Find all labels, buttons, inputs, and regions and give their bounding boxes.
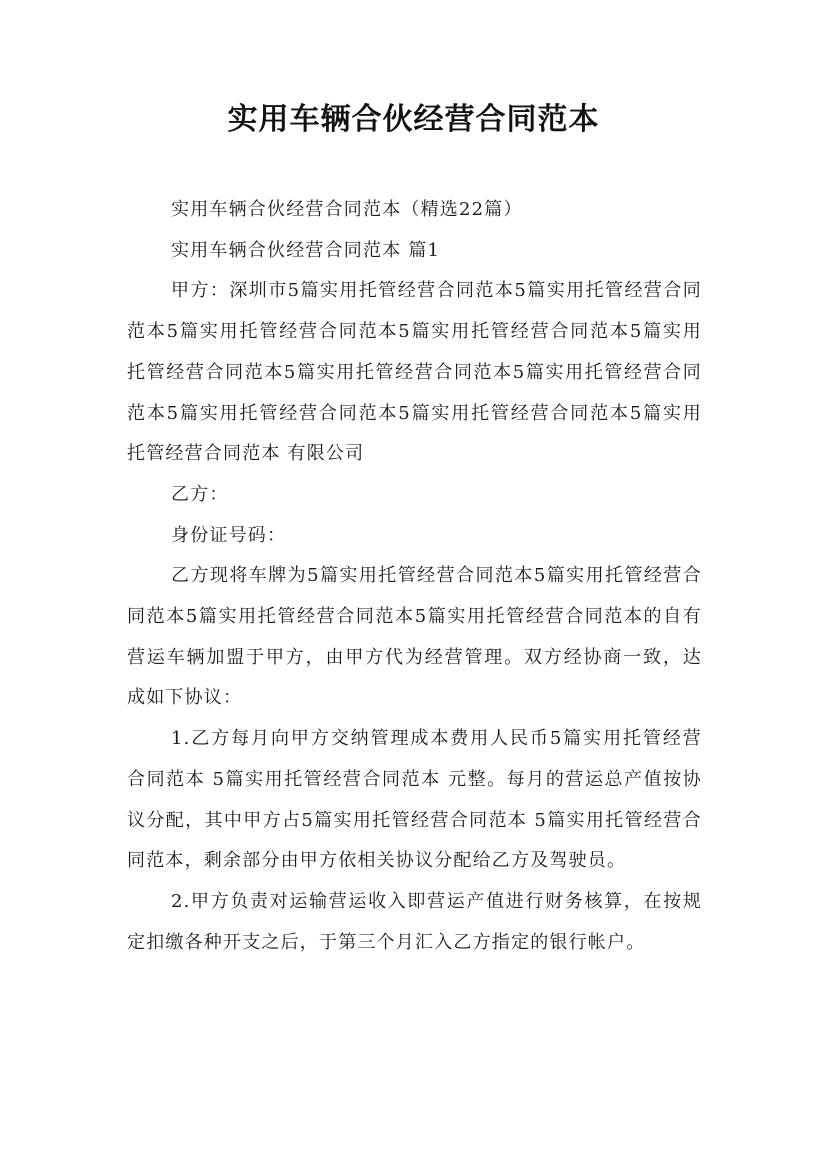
document-body [127, 190, 702, 963]
paragraph-party-a: 甲方：深圳市5篇实用托管经营合同范本5篇实用托管经营合同范本5篇实用托管经营合同范本5篇实用托管经营合同范本5篇实用托管经营合同范本5篇实用托管经营合同范本5篇实用托管经营合同范本5篇实用托管经营合同范本5篇实用托管经营合同范本5篇实用托管经营合同范本 有限公司 [127, 280, 702, 465]
paragraph-intro: 乙方现将车牌为5篇实用托管经营合同范本5篇实用托管经营合同范本5篇实用托管经营合同范本5篇实用托管经营合同范本的自有营运车辆加盟于甲方，由甲方代为经营管理。双方经协商一致，达成如下协议： [127, 565, 702, 709]
paragraph-section-heading: 实用车辆合伙经营合同范本 篇1 [171, 239, 441, 261]
paragraph-subtitle: 实用车辆合伙经营合同范本（精选22篇） [171, 199, 523, 220]
paragraph-id-number: 身份证号码： [171, 524, 287, 546]
paragraph-party-b: 乙方： [171, 483, 229, 505]
paragraph-clause-1: 1.乙方每月向甲方交纳管理成本费用人民币5篇实用托管经营合同范本 5篇实用托管经营合同范本 元整。每月的营运总产值按协议分配，其中甲方占5篇实用托管经营合同范本 5篇实用托管经营合同范本，剩余部分由甲方依相关协议分配给乙方及驾驶员。 [127, 728, 702, 872]
document-title: 实用车辆合伙经营合同范本 [227, 102, 600, 137]
paragraph-clause-2: 2.甲方负责对运输营运收入即营运产值进行财务核算，在按规定扣缴各种开支之后，于第三个月汇入乙方指定的银行帐户。 [127, 890, 702, 953]
